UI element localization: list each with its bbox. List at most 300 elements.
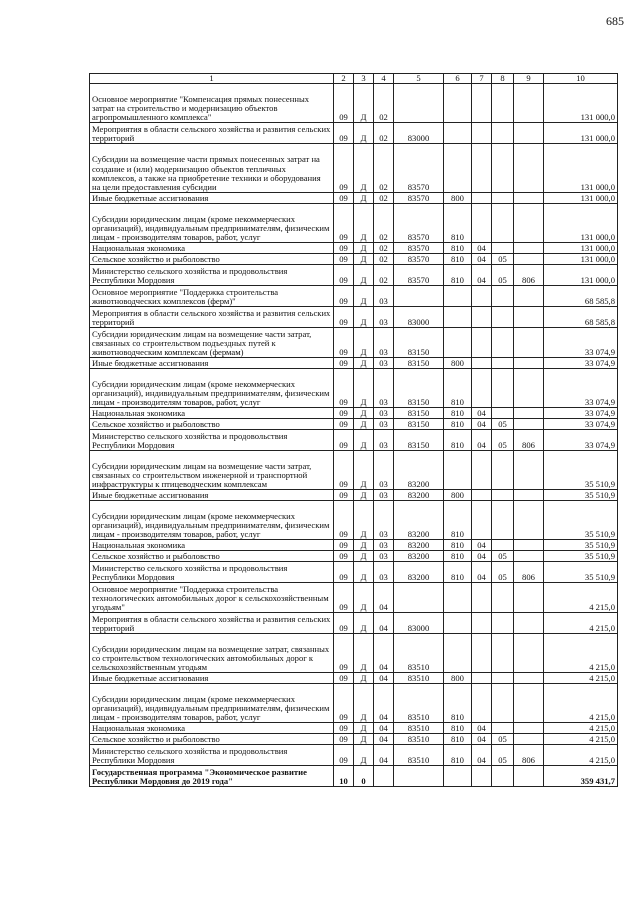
code-event-cell: 03 [374, 408, 394, 419]
row-name-cell: Национальная экономика [90, 723, 334, 734]
code-section-cell [472, 286, 492, 307]
code-subsection-cell: 05 [492, 551, 514, 562]
code-subprogram-cell: Д [354, 734, 374, 745]
code-section-cell: 04 [472, 562, 492, 583]
code-expense-type-cell: 810 [444, 243, 472, 254]
table-body [90, 84, 618, 787]
code-subprogram-cell: Д [354, 490, 374, 501]
code-direction-cell: 83150 [394, 430, 444, 451]
code-section-cell: 04 [472, 243, 492, 254]
code-section-cell [472, 144, 492, 193]
code-program-cell: 09 [334, 501, 354, 540]
code-direction-cell: 83510 [394, 634, 444, 673]
code-direction-cell: 83570 [394, 254, 444, 265]
code-subsection-cell: 05 [492, 430, 514, 451]
code-section-cell [472, 204, 492, 243]
code-program-cell: 10 [334, 766, 354, 787]
table-row [90, 307, 618, 328]
row-name-cell: Сельское хозяйство и рыболовство [90, 734, 334, 745]
code-program-cell: 09 [334, 307, 354, 328]
table-row [90, 634, 618, 673]
code-subsection-cell [492, 193, 514, 204]
amount-cell: 33 074,9 [544, 408, 618, 419]
table-row [90, 430, 618, 451]
code-subprogram-cell: Д [354, 243, 374, 254]
code-direction-cell: 83200 [394, 490, 444, 501]
code-subsection-cell [492, 583, 514, 613]
code-subsection-cell [492, 358, 514, 369]
code-subprogram-cell: Д [354, 265, 374, 286]
row-name-cell: Мероприятия в области сельского хозяйства и развития сельских территорий [90, 123, 334, 144]
code-expense-type-cell: 810 [444, 745, 472, 766]
code-direction-cell: 83510 [394, 723, 444, 734]
code-ministry-cell [514, 551, 544, 562]
code-event-cell: 03 [374, 419, 394, 430]
code-ministry-cell [514, 243, 544, 254]
code-section-cell [472, 766, 492, 787]
code-subsection-cell [492, 328, 514, 358]
table-row [90, 723, 618, 734]
code-ministry-cell: 806 [514, 265, 544, 286]
code-event-cell: 03 [374, 501, 394, 540]
row-name-cell: Субсидии юридическим лицам (кроме некоммерческих организаций), индивидуальным предпринимателям, физическим лицам - производителям товаров, работ, услуг [90, 369, 334, 408]
code-program-cell: 09 [334, 328, 354, 358]
amount-cell: 35 510,9 [544, 562, 618, 583]
code-ministry-cell [514, 734, 544, 745]
code-event-cell: 04 [374, 684, 394, 723]
table-row [90, 254, 618, 265]
code-event-cell: 02 [374, 84, 394, 123]
code-program-cell: 09 [334, 193, 354, 204]
code-subsection-cell [492, 540, 514, 551]
row-name-cell: Национальная экономика [90, 243, 334, 254]
code-subsection-cell: 05 [492, 419, 514, 430]
code-program-cell: 09 [334, 583, 354, 613]
code-section-cell: 04 [472, 430, 492, 451]
code-subsection-cell [492, 204, 514, 243]
code-program-cell: 09 [334, 490, 354, 501]
code-event-cell: 04 [374, 723, 394, 734]
table-row [90, 613, 618, 634]
code-direction-cell: 83200 [394, 451, 444, 490]
amount-cell: 35 510,9 [544, 540, 618, 551]
page-number: 685 [606, 14, 624, 28]
code-direction-cell: 83510 [394, 673, 444, 684]
code-program-cell: 09 [334, 451, 354, 490]
code-expense-type-cell: 810 [444, 430, 472, 451]
code-expense-type-cell: 800 [444, 193, 472, 204]
table-row [90, 144, 618, 193]
code-direction-cell: 83510 [394, 734, 444, 745]
code-subsection-cell [492, 451, 514, 490]
code-expense-type-cell [444, 583, 472, 613]
table-row [90, 419, 618, 430]
code-program-cell: 09 [334, 204, 354, 243]
code-ministry-cell [514, 358, 544, 369]
column-header: 9 [514, 74, 544, 84]
row-name-cell: Иные бюджетные ассигнования [90, 193, 334, 204]
row-name-cell: Субсидии юридическим лицам (кроме некоммерческих организаций), индивидуальным предпринимателям, физическим лицам - производителям товаров, работ, услуг [90, 204, 334, 243]
code-direction-cell: 83510 [394, 745, 444, 766]
code-event-cell: 03 [374, 562, 394, 583]
code-program-cell: 09 [334, 745, 354, 766]
table-row [90, 583, 618, 613]
code-direction-cell: 83510 [394, 684, 444, 723]
table-row [90, 358, 618, 369]
code-program-cell: 09 [334, 369, 354, 408]
code-ministry-cell [514, 84, 544, 123]
code-ministry-cell [514, 419, 544, 430]
amount-cell: 33 074,9 [544, 419, 618, 430]
code-subprogram-cell: Д [354, 84, 374, 123]
code-direction-cell: 83570 [394, 204, 444, 243]
code-expense-type-cell: 800 [444, 673, 472, 684]
code-event-cell: 03 [374, 490, 394, 501]
code-expense-type-cell: 800 [444, 358, 472, 369]
code-subsection-cell: 05 [492, 562, 514, 583]
code-section-cell [472, 451, 492, 490]
table-row [90, 204, 618, 243]
table-row [90, 193, 618, 204]
code-ministry-cell [514, 254, 544, 265]
code-ministry-cell: 806 [514, 745, 544, 766]
row-name-cell: Мероприятия в области сельского хозяйства и развития сельских территорий [90, 307, 334, 328]
code-subsection-cell [492, 766, 514, 787]
code-subprogram-cell: Д [354, 286, 374, 307]
code-subsection-cell: 05 [492, 254, 514, 265]
code-section-cell: 04 [472, 419, 492, 430]
row-name-cell: Субсидии юридическим лицам на возмещение части затрат, связанных со строительством инженерной и транспортной инфраструктуры к птицеводческим комплексам [90, 451, 334, 490]
code-subsection-cell [492, 243, 514, 254]
code-subsection-cell [492, 613, 514, 634]
code-subprogram-cell: Д [354, 123, 374, 144]
amount-cell: 68 585,8 [544, 286, 618, 307]
code-section-cell: 04 [472, 551, 492, 562]
code-section-cell [472, 193, 492, 204]
amount-cell: 4 215,0 [544, 734, 618, 745]
code-expense-type-cell: 810 [444, 419, 472, 430]
table-row [90, 243, 618, 254]
code-section-cell [472, 123, 492, 144]
amount-cell: 33 074,9 [544, 328, 618, 358]
code-subprogram-cell: Д [354, 562, 374, 583]
code-subsection-cell [492, 684, 514, 723]
code-expense-type-cell [444, 328, 472, 358]
code-subprogram-cell: 0 [354, 766, 374, 787]
row-name-cell: Основное мероприятие "Поддержка строительства животноводческих комплексов (ферм)" [90, 286, 334, 307]
code-subsection-cell [492, 634, 514, 673]
code-subprogram-cell: Д [354, 369, 374, 408]
code-section-cell [472, 307, 492, 328]
amount-cell: 33 074,9 [544, 430, 618, 451]
code-ministry-cell [514, 307, 544, 328]
amount-cell: 131 000,0 [544, 204, 618, 243]
row-name-cell: Сельское хозяйство и рыболовство [90, 254, 334, 265]
code-subprogram-cell: Д [354, 307, 374, 328]
code-expense-type-cell [444, 307, 472, 328]
code-event-cell: 04 [374, 634, 394, 673]
code-subsection-cell [492, 673, 514, 684]
column-header: 10 [544, 74, 618, 84]
code-subsection-cell [492, 307, 514, 328]
code-section-cell: 04 [472, 254, 492, 265]
code-ministry-cell [514, 490, 544, 501]
code-expense-type-cell [444, 84, 472, 123]
column-header: 4 [374, 74, 394, 84]
code-event-cell: 03 [374, 451, 394, 490]
code-subsection-cell [492, 723, 514, 734]
code-program-cell: 09 [334, 613, 354, 634]
code-ministry-cell [514, 766, 544, 787]
column-header: 5 [394, 74, 444, 84]
code-event-cell: 04 [374, 583, 394, 613]
code-ministry-cell: 806 [514, 430, 544, 451]
code-direction-cell: 83570 [394, 144, 444, 193]
amount-cell: 35 510,9 [544, 451, 618, 490]
code-ministry-cell [514, 723, 544, 734]
code-expense-type-cell: 810 [444, 723, 472, 734]
code-subprogram-cell: Д [354, 193, 374, 204]
code-direction-cell: 83570 [394, 265, 444, 286]
column-header: 1 [90, 74, 334, 84]
code-subprogram-cell: Д [354, 684, 374, 723]
code-direction-cell: 83000 [394, 613, 444, 634]
code-subsection-cell [492, 369, 514, 408]
code-expense-type-cell: 810 [444, 562, 472, 583]
code-section-cell [472, 369, 492, 408]
code-event-cell: 04 [374, 613, 394, 634]
code-expense-type-cell: 810 [444, 734, 472, 745]
code-subsection-cell [492, 501, 514, 540]
row-name-cell: Государственная программа "Экономическое развитие Республики Мордовия до 2019 года" [90, 766, 334, 787]
code-direction-cell: 83570 [394, 243, 444, 254]
code-section-cell: 04 [472, 540, 492, 551]
table-row [90, 369, 618, 408]
code-direction-cell: 83150 [394, 328, 444, 358]
code-event-cell: 03 [374, 307, 394, 328]
code-ministry-cell [514, 673, 544, 684]
code-direction-cell: 83200 [394, 562, 444, 583]
amount-cell: 4 215,0 [544, 673, 618, 684]
code-ministry-cell [514, 540, 544, 551]
table-row [90, 562, 618, 583]
code-expense-type-cell: 810 [444, 254, 472, 265]
code-subprogram-cell: Д [354, 358, 374, 369]
table-row [90, 84, 618, 123]
code-subprogram-cell: Д [354, 419, 374, 430]
amount-cell: 4 215,0 [544, 745, 618, 766]
table-row [90, 745, 618, 766]
column-number-row [90, 74, 618, 84]
code-subsection-cell [492, 84, 514, 123]
code-subprogram-cell: Д [354, 745, 374, 766]
code-ministry-cell [514, 501, 544, 540]
code-event-cell [374, 766, 394, 787]
code-ministry-cell: 806 [514, 562, 544, 583]
code-event-cell: 04 [374, 734, 394, 745]
code-program-cell: 09 [334, 286, 354, 307]
table-row [90, 684, 618, 723]
code-subprogram-cell: Д [354, 430, 374, 451]
code-direction-cell: 83150 [394, 358, 444, 369]
code-ministry-cell [514, 408, 544, 419]
amount-cell: 131 000,0 [544, 243, 618, 254]
amount-cell: 131 000,0 [544, 265, 618, 286]
budget-table [89, 73, 618, 787]
table-row [90, 123, 618, 144]
amount-cell: 131 000,0 [544, 254, 618, 265]
code-event-cell: 03 [374, 286, 394, 307]
code-program-cell: 09 [334, 540, 354, 551]
code-subprogram-cell: Д [354, 328, 374, 358]
code-program-cell: 09 [334, 673, 354, 684]
code-direction-cell [394, 583, 444, 613]
table-row [90, 328, 618, 358]
code-direction-cell: 83150 [394, 419, 444, 430]
amount-cell: 4 215,0 [544, 684, 618, 723]
row-name-cell: Субсидии на возмещение части прямых понесенных затрат на создание и (или) модернизацию объектов тепличных комплексов, а также на приобретение техники и оборудования на цели предоставления субсидии [90, 144, 334, 193]
code-subprogram-cell: Д [354, 551, 374, 562]
amount-cell: 131 000,0 [544, 123, 618, 144]
amount-cell: 131 000,0 [544, 144, 618, 193]
code-section-cell [472, 583, 492, 613]
code-direction-cell [394, 766, 444, 787]
code-event-cell: 02 [374, 254, 394, 265]
code-subprogram-cell: Д [354, 723, 374, 734]
row-name-cell: Сельское хозяйство и рыболовство [90, 419, 334, 430]
code-expense-type-cell: 810 [444, 501, 472, 540]
code-ministry-cell [514, 583, 544, 613]
table-row [90, 734, 618, 745]
code-subprogram-cell: Д [354, 583, 374, 613]
code-expense-type-cell [444, 286, 472, 307]
table-row [90, 551, 618, 562]
table-row [90, 490, 618, 501]
code-section-cell: 04 [472, 265, 492, 286]
code-program-cell: 09 [334, 634, 354, 673]
table-row [90, 286, 618, 307]
code-direction-cell: 83200 [394, 551, 444, 562]
code-direction-cell: 83150 [394, 369, 444, 408]
code-expense-type-cell: 810 [444, 540, 472, 551]
code-ministry-cell [514, 204, 544, 243]
amount-cell: 68 585,8 [544, 307, 618, 328]
row-name-cell: Министерство сельского хозяйства и продовольствия Республики Мордовия [90, 430, 334, 451]
table-row [90, 673, 618, 684]
table-row [90, 540, 618, 551]
row-name-cell: Сельское хозяйство и рыболовство [90, 551, 334, 562]
code-subprogram-cell: Д [354, 408, 374, 419]
code-subprogram-cell: Д [354, 673, 374, 684]
code-subsection-cell [492, 123, 514, 144]
code-event-cell: 02 [374, 144, 394, 193]
code-section-cell [472, 490, 492, 501]
column-header: 2 [334, 74, 354, 84]
code-expense-type-cell: 810 [444, 408, 472, 419]
code-subprogram-cell: Д [354, 254, 374, 265]
table-row [90, 501, 618, 540]
code-section-cell [472, 613, 492, 634]
code-program-cell: 09 [334, 419, 354, 430]
row-name-cell: Мероприятия в области сельского хозяйства и развития сельских территорий [90, 613, 334, 634]
column-header: 3 [354, 74, 374, 84]
code-direction-cell: 83000 [394, 123, 444, 144]
code-direction-cell: 83570 [394, 193, 444, 204]
row-name-cell: Национальная экономика [90, 408, 334, 419]
code-program-cell: 09 [334, 551, 354, 562]
code-direction-cell: 83150 [394, 408, 444, 419]
code-section-cell [472, 634, 492, 673]
code-section-cell [472, 684, 492, 723]
code-subprogram-cell: Д [354, 613, 374, 634]
row-name-cell: Иные бюджетные ассигнования [90, 358, 334, 369]
amount-cell: 131 000,0 [544, 84, 618, 123]
code-direction-cell: 83200 [394, 501, 444, 540]
code-section-cell [472, 84, 492, 123]
code-section-cell: 04 [472, 408, 492, 419]
row-name-cell: Субсидии юридическим лицам (кроме некоммерческих организаций), индивидуальным предпринимателям, физическим лицам - производителям товаров, работ, услуг [90, 684, 334, 723]
amount-cell: 4 215,0 [544, 583, 618, 613]
row-name-cell: Иные бюджетные ассигнования [90, 490, 334, 501]
code-program-cell: 09 [334, 723, 354, 734]
code-section-cell: 04 [472, 723, 492, 734]
amount-cell: 33 074,9 [544, 358, 618, 369]
row-name-cell: Министерство сельского хозяйства и продовольствия Республики Мордовия [90, 562, 334, 583]
row-name-cell: Национальная экономика [90, 540, 334, 551]
amount-cell: 4 215,0 [544, 634, 618, 673]
column-header: 8 [492, 74, 514, 84]
code-subprogram-cell: Д [354, 451, 374, 490]
code-program-cell: 09 [334, 84, 354, 123]
code-expense-type-cell [444, 613, 472, 634]
code-event-cell: 02 [374, 204, 394, 243]
row-name-cell: Субсидии юридическим лицам (кроме некоммерческих организаций), индивидуальным предпринимателям, физическим лицам - производителям товаров, работ, услуг [90, 501, 334, 540]
code-event-cell: 02 [374, 243, 394, 254]
code-subsection-cell [492, 144, 514, 193]
amount-cell: 359 431,7 [544, 766, 618, 787]
row-name-cell: Субсидии юридическим лицам на возмещение части затрат, связанных со строительством подъездных путей к животноводческим комплексам (фермам) [90, 328, 334, 358]
code-event-cell: 03 [374, 369, 394, 408]
code-expense-type-cell: 810 [444, 684, 472, 723]
code-program-cell: 09 [334, 243, 354, 254]
row-name-cell: Министерство сельского хозяйства и продовольствия Республики Мордовия [90, 745, 334, 766]
amount-cell: 35 510,9 [544, 490, 618, 501]
code-section-cell: 04 [472, 745, 492, 766]
code-ministry-cell [514, 328, 544, 358]
code-program-cell: 09 [334, 734, 354, 745]
code-expense-type-cell: 800 [444, 490, 472, 501]
code-direction-cell [394, 286, 444, 307]
code-event-cell: 02 [374, 123, 394, 144]
code-section-cell [472, 328, 492, 358]
column-header: 7 [472, 74, 492, 84]
code-subsection-cell [492, 408, 514, 419]
code-ministry-cell [514, 369, 544, 408]
code-program-cell: 09 [334, 562, 354, 583]
code-subprogram-cell: Д [354, 501, 374, 540]
table-row [90, 766, 618, 787]
row-name-cell: Основное мероприятие "Поддержка строительства технологических автомобильных дорог к сельскохозяйственным угодьям" [90, 583, 334, 613]
code-section-cell: 04 [472, 734, 492, 745]
amount-cell: 4 215,0 [544, 723, 618, 734]
code-ministry-cell [514, 634, 544, 673]
code-ministry-cell [514, 451, 544, 490]
code-subsection-cell: 05 [492, 265, 514, 286]
code-event-cell: 03 [374, 328, 394, 358]
code-subprogram-cell: Д [354, 144, 374, 193]
code-direction-cell [394, 84, 444, 123]
code-ministry-cell [514, 193, 544, 204]
